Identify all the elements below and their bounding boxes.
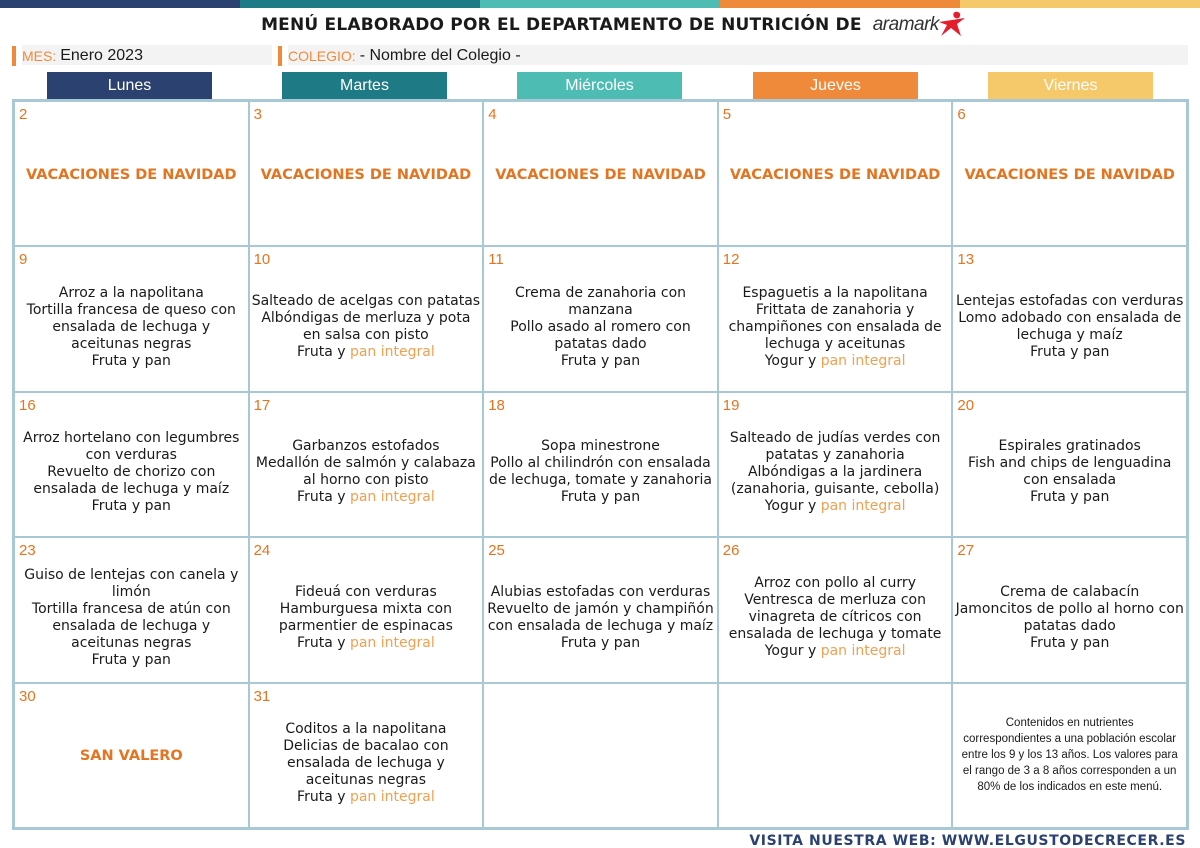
dessert-line [297,789,435,806]
day-cell [14,392,249,537]
dish-line: Crema de calabacín [1000,583,1140,600]
top-color-bar [0,0,1200,8]
day-number: 16 [19,396,36,414]
menu-items [252,704,481,823]
day-number: 26 [722,542,740,560]
dessert-line [765,643,906,660]
aramark-star-icon [935,10,969,38]
day-number: 11 [488,251,504,269]
menu-items [252,413,481,532]
aramark-logo [873,14,939,36]
day-number: 13 [957,251,975,269]
top-bar-segment [960,0,1200,8]
menu-items [721,267,950,386]
holiday-label: VACACIONES DE NAVIDAD [26,166,237,183]
dessert-line: Fruta y pan [1030,634,1110,651]
menu-items [252,558,481,677]
day-cell [718,392,953,537]
day-number: 20 [957,396,975,414]
info-row [12,45,1188,67]
dessert-line: Fruta y pan [91,352,171,369]
holiday-label: VACACIONES DE NAVIDAD [495,166,706,183]
day-number: 6 [957,106,966,123]
logo-wordmark: aramark [872,14,939,35]
day-number: 18 [488,396,505,414]
dish-line: Ventresca de merluza con vinagreta de cítricos con ensalada de lechuga y tomate [728,592,942,643]
dish-line: Arroz con pollo al curry [754,575,916,592]
nutrition-note: Contenidos en nutrientes correspondientes a una población escolar entre los 9 y los 13 años. Los valores para el rango de 3 a 8 años corresponden a un 80% de los indicados en este menú. [961,717,1178,794]
day-number: 19 [722,396,740,414]
integral-bread-label: pan integral [349,489,435,506]
day-number: 30 [19,687,36,705]
weekday-header [12,72,1188,100]
title-text: MENÚ ELABORADO POR EL DEPARTAMENTO DE NUTRICIÓN DE [261,15,862,35]
dessert-prefix: Fruta y [297,489,346,506]
dish-line: Lomo adobado con ensalada de lechuga y maíz [958,310,1182,344]
top-bar-segment [720,0,960,8]
day-cell [249,392,484,537]
dish-line: Jamoncitos de pollo al horno con patatas dado [955,600,1184,634]
dessert-line: Fruta y pan [560,352,641,369]
holiday-label: VACACIONES DE NAVIDAD [729,166,941,183]
menu-items [721,413,950,532]
day-cell [483,246,718,391]
dish-line: Espirales gratinados [998,438,1141,455]
dish-line: Pollo asado al romero con patatas dado [510,318,691,352]
dish-line: Fish and chips de lenguadina con ensalada [968,455,1172,489]
day-number: 31 [253,687,271,705]
dish-line: Espaguetis a la napolitana [742,284,928,301]
menu-items [955,558,1184,677]
day-number: 27 [957,542,975,560]
weekday-5: Viernes [988,72,1153,100]
day-cell [14,101,249,246]
school-accent-bar [278,46,282,66]
dish-line: Fideuá con verduras [295,583,437,600]
day-number: 23 [19,542,36,560]
menu-items [486,558,715,677]
dessert-line [297,344,435,361]
menu-items [955,267,1184,386]
dish-line: Revuelto de jamón y champiñón con ensalada de lechuga y maíz [487,600,714,634]
menu-items [721,558,950,677]
dessert-line [297,489,435,506]
integral-bread-label: pan integral [349,788,435,805]
day-cell [14,683,249,828]
dessert-line: Fruta y pan [91,497,171,514]
dessert-prefix: Yogur y [764,643,817,660]
menu-items [486,413,715,532]
day-cell [14,246,249,391]
integral-bread-label: pan integral [349,634,435,651]
dish-line: Frittata de zanahoria y champiñones con ensalada de lechuga y aceitunas [728,301,942,352]
dish-line: Alubias estofadas con verduras [490,583,711,600]
menu-calendar-grid [12,99,1189,830]
day-number: 17 [253,396,271,414]
day-number: 9 [19,251,28,269]
day-number: 25 [488,542,505,560]
integral-bread-label: pan integral [349,344,435,361]
day-cell [718,537,953,682]
day-cell [952,392,1187,537]
dessert-line: Fruta y pan [560,489,641,506]
weekday-4: Jueves [753,72,918,100]
dish-line: Pollo al chilindrón con ensalada de lechuga, tomate y zanahoria [489,455,712,489]
day-cell [249,246,484,391]
dish-line: Salteado de acelgas con patatas [251,293,481,310]
day-cell [483,683,718,828]
dessert-prefix: Yogur y [764,497,817,514]
day-cell [483,101,718,246]
dish-line: Tortilla francesa de atún con ensalada de lechuga y aceitunas negras [31,600,231,651]
dish-line: Hamburguesa mixta con parmentier de espinacas [278,600,453,634]
holiday-label: VACACIONES DE NAVIDAD [964,166,1175,183]
day-cell [249,537,484,682]
holiday-label: VACACIONES DE NAVIDAD [260,166,472,183]
dish-line: Sopa minestrone [541,438,660,455]
menu-items [486,267,715,386]
integral-bread-label: pan integral [820,497,906,514]
day-cell [952,537,1187,682]
dish-line: Delicias de bacalao con ensalada de lechuga y aceitunas negras [283,737,449,788]
school-field [278,45,521,67]
dish-line: Salteado de judías verdes con patatas y zanahoria [729,429,941,463]
day-cell [483,537,718,682]
dessert-line [297,635,435,652]
dish-line: Revuelto de chorizo con ensalada de lechuga y maíz [33,463,230,497]
dish-line: Medallón de salmón y calabaza al horno con pisto [255,455,476,489]
top-bar-segment [0,0,240,8]
dessert-prefix: Fruta y [297,344,346,361]
menu-items [17,267,246,386]
dessert-line [765,353,906,370]
dish-line: Arroz hortelano con legumbres con verduras [23,429,240,463]
dessert-line: Fruta y pan [1030,344,1110,361]
dish-line: Garbanzos estofados [292,438,440,455]
day-cell [718,683,953,828]
weekday-3: Miércoles [517,72,682,100]
dish-line: Crema de zanahoria con manzana [514,284,687,318]
top-bar-segment [480,0,720,8]
weekday-2: Martes [282,72,447,100]
weekday-1: Lunes [47,72,212,100]
day-number: 24 [253,542,271,560]
top-bar-segment [240,0,480,8]
dessert-prefix: Fruta y [297,634,346,651]
dessert-line: Fruta y pan [91,651,171,668]
month-label: MES: [22,48,57,64]
day-cell [249,101,484,246]
day-cell [952,101,1187,246]
dish-line: Coditos a la napolitana [285,720,447,737]
dessert-line: Fruta y pan [1030,489,1110,506]
dish-line: Lentejas estofadas con verduras [955,293,1184,310]
menu-items [17,413,246,532]
day-cell [483,392,718,537]
day-cell [249,683,484,828]
menu-items [955,413,1184,532]
dish-line: Arroz a la napolitana [58,284,204,301]
integral-bread-label: pan integral [820,643,906,660]
dish-line: Albóndigas a la jardinera (zanahoria, guisante, cebolla) [730,463,940,497]
day-cell [952,246,1187,391]
menu-items [17,558,246,677]
menu-items [252,267,481,386]
dish-line: Albóndigas de merluza y pota en salsa con pisto [261,310,471,344]
month-field [12,45,143,67]
dessert-line: Fruta y pan [560,634,641,651]
day-number: 3 [253,106,262,123]
school-value: - Nombre del Colegio - [359,47,521,64]
dessert-prefix: Fruta y [297,788,346,805]
day-cell [952,683,1187,828]
day-cell [718,246,953,391]
month-accent-bar [12,46,16,66]
day-number: 12 [722,251,740,269]
dish-line: Guiso de lentejas con canela y limón [24,566,239,600]
day-cell [718,101,953,246]
day-number: 10 [253,251,271,269]
school-label: COLEGIO: [288,48,356,64]
integral-bread-label: pan integral [820,352,906,369]
website-footer[interactable]: VISITA NUESTRA WEB: WWW.ELGUSTODECRECER.ES [749,833,1186,848]
holiday-label: SAN VALERO [79,748,183,765]
month-value: Enero 2023 [60,47,143,64]
page-title [0,14,1200,40]
day-number: 4 [488,106,497,123]
dessert-line [765,498,906,515]
day-number: 5 [722,106,732,123]
dish-line: Tortilla francesa de queso con ensalada de lechuga y aceitunas negras [26,301,236,352]
dessert-prefix: Yogur y [764,352,817,369]
day-number: 2 [19,106,28,123]
day-cell [14,537,249,682]
